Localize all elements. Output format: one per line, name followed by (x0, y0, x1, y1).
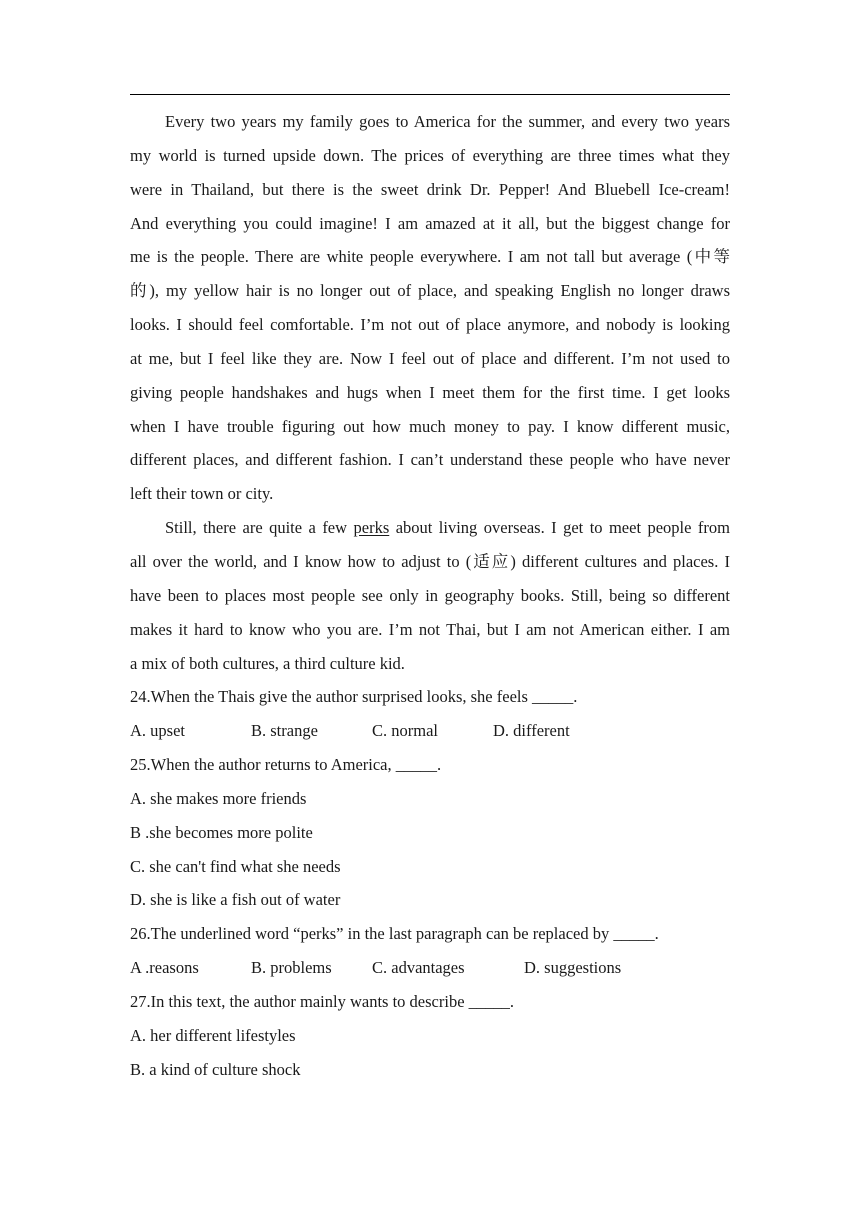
passage-line: all over the world, and I know how to adjust to (适应) different cultures and places. I (130, 551, 730, 571)
passage-line: looks. I should feel comfortable. I’m not out of place anymore, and nobody is looking (130, 315, 730, 335)
option-c: C. advantages (372, 958, 465, 978)
option-a: A. her different lifestyles (130, 1025, 296, 1045)
passage-line: makes it hard to know who you are. I’m not Thai, but I am not American either. I am (130, 619, 730, 639)
question-26-stem: 26.The underlined word “perks” in the last paragraph can be replaced by _____. (130, 924, 659, 944)
passage-line: a mix of both cultures, a third culture kid. (130, 653, 405, 673)
passage-line: me is the people. There are white people everywhere. I am not tall but average (中等 (130, 247, 730, 267)
passage-line: different places, and different fashion. I can’t understand these people who have never (130, 450, 730, 470)
question-26-options (130, 951, 730, 985)
passage-and-questions (130, 105, 730, 1086)
underlined-word-perks: perks (353, 518, 390, 538)
question-25-stem: 25.When the author returns to America, _____. (130, 755, 442, 775)
passage-line: at me, but I feel like they are. Now I feel out of place and different. I’m not used to (130, 348, 730, 368)
question-24-stem: 24.When the Thais give the author surprised looks, she feels _____. (130, 687, 578, 707)
option-c: C. normal (372, 721, 438, 741)
option-c: C. she can't find what she needs (130, 856, 341, 876)
passage-line: 的), my yellow hair is no longer out of place, and speaking English no longer draws (130, 281, 730, 301)
passage-line: my world is turned upside down. The prices of everything are three times what they (130, 145, 730, 165)
passage-line: left their town or city. (130, 484, 274, 504)
passage-line: were in Thailand, but there is the sweet drink Dr. Pepper! And Bluebell Ice-cream! (130, 179, 730, 199)
option-b: B. a kind of culture shock (130, 1059, 301, 1079)
passage-line: And everything you could imagine! I am amazed at it all, but the biggest change for (130, 213, 730, 233)
option-d: D. suggestions (524, 958, 622, 978)
passage-line: have been to places most people see only in geography books. Still, being so different (130, 585, 730, 605)
option-d: D. different (493, 721, 570, 741)
option-b: B. strange (251, 721, 318, 741)
option-b: B .she becomes more polite (130, 822, 313, 842)
option-d: D. she is like a fish out of water (130, 890, 341, 910)
option-a: A. upset (130, 721, 185, 741)
passage-text: about living overseas. I get to meet people from (389, 518, 730, 538)
option-a: A. she makes more friends (130, 788, 307, 808)
passage-line: giving people handshakes and hugs when I meet them for the first time. I get looks (130, 382, 730, 402)
option-a: A .reasons (130, 958, 199, 978)
question-27-stem: 27.In this text, the author mainly wants to describe _____. (130, 991, 515, 1011)
header-rule (130, 94, 730, 95)
passage-line: when I have trouble figuring out how much money to pay. I know different music, (130, 416, 730, 436)
passage-text: Still, there are quite a few (165, 518, 354, 538)
passage-line (130, 511, 730, 545)
question-24-options (130, 714, 730, 748)
passage-line: Every two years my family goes to America for the summer, and every two years (165, 112, 730, 131)
option-b: B. problems (251, 958, 332, 978)
